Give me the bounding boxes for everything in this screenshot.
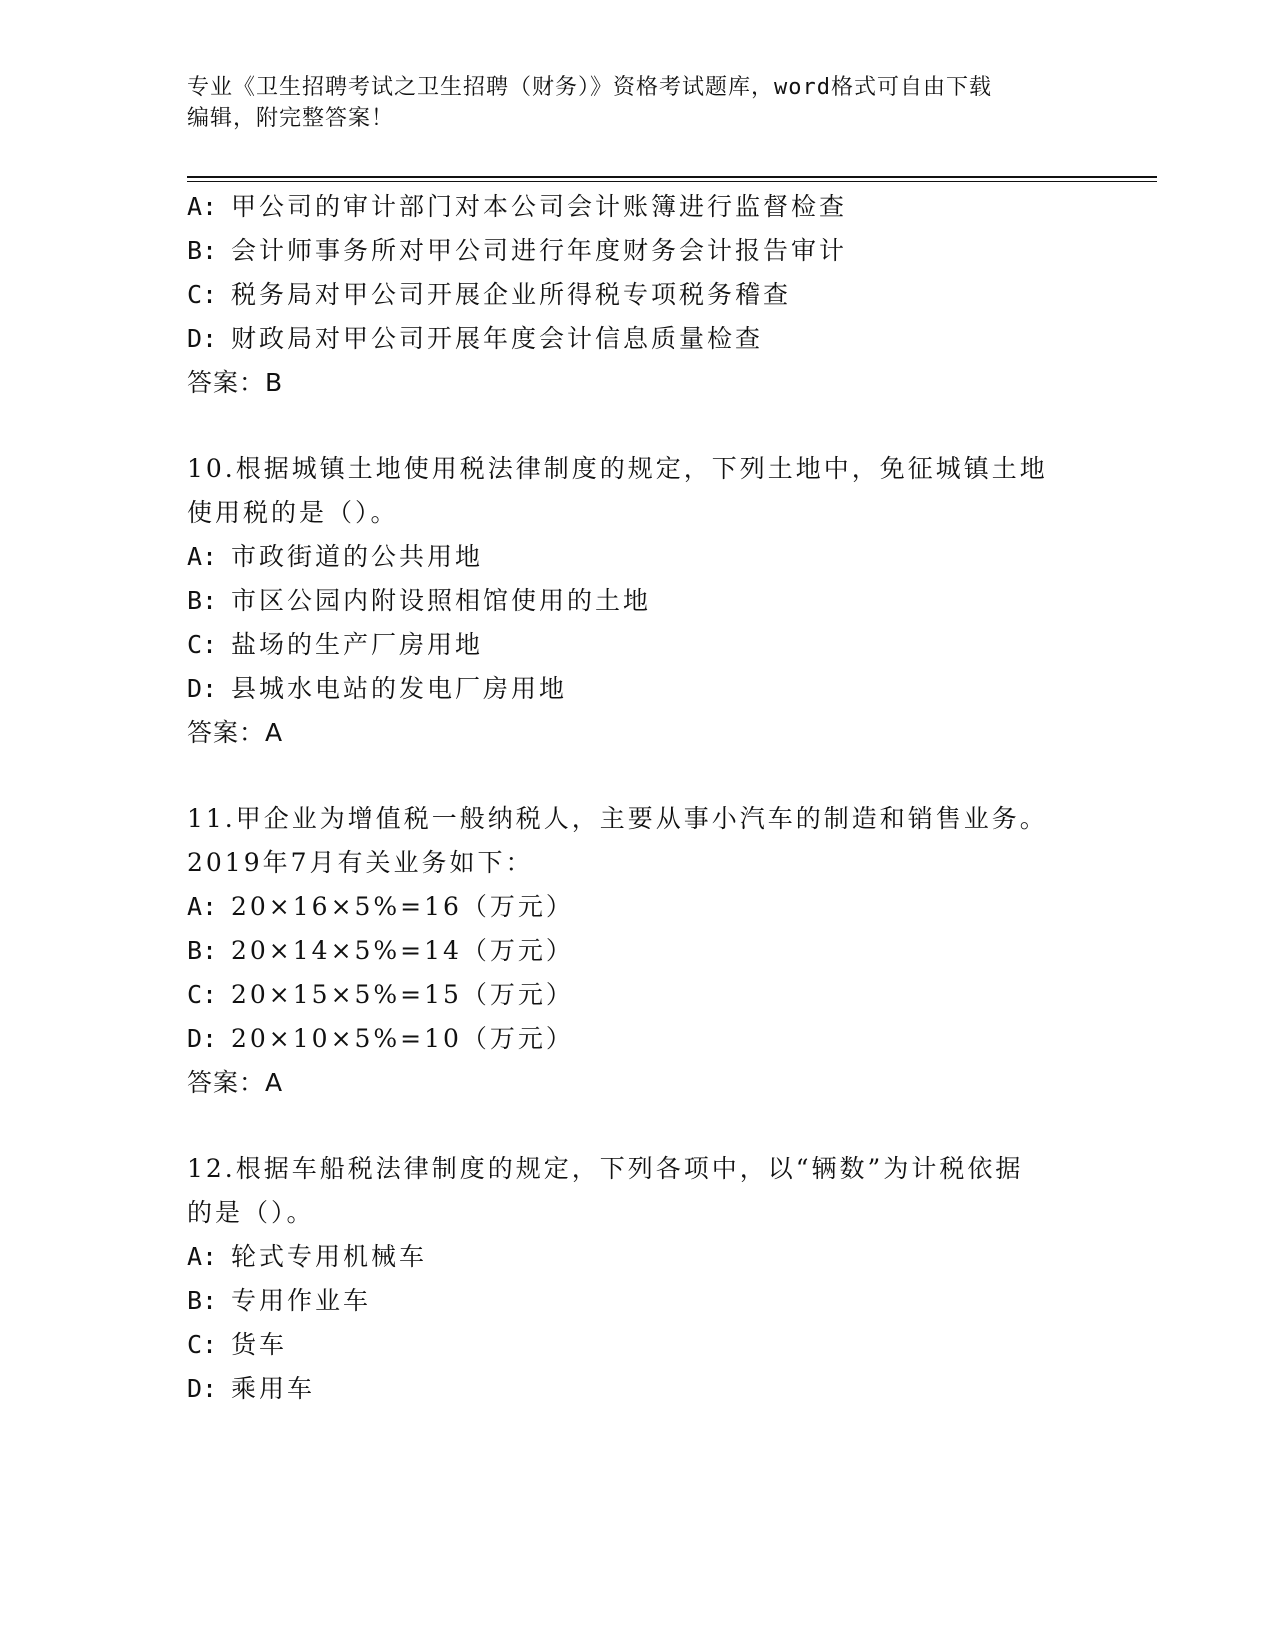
option-text: 财政局对甲公司开展年度会计信息质量检查 bbox=[231, 324, 764, 353]
option-text: 20×14×5%=14（万元） bbox=[231, 936, 574, 965]
q12-option-b bbox=[187, 1284, 371, 1318]
option-label: A: bbox=[187, 192, 218, 221]
option-label: C: bbox=[187, 1330, 218, 1359]
option-label: B: bbox=[187, 236, 218, 265]
q10-stem-line-1: 10.根据城镇土地使用税法律制度的规定，下列土地中，免征城镇土地 bbox=[187, 454, 1048, 483]
option-text: 盐场的生产厂房用地 bbox=[231, 630, 484, 659]
option-text: 甲公司的审计部门对本公司会计账簿进行监督检查 bbox=[231, 192, 848, 221]
option-label: D: bbox=[187, 1374, 218, 1403]
option-text: 轮式专用机械车 bbox=[231, 1242, 428, 1271]
q9-option-b bbox=[187, 234, 847, 268]
option-label: C: bbox=[187, 630, 218, 659]
option-text: 货车 bbox=[231, 1330, 288, 1359]
q12-option-a bbox=[187, 1240, 427, 1274]
q10-stem-line-2: 使用税的是（）。 bbox=[187, 498, 399, 527]
header-divider-thin bbox=[187, 181, 1157, 182]
option-label: A: bbox=[187, 542, 218, 571]
header-line-1: 专业《卫生招聘考试之卫生招聘（财务）》资格考试题库，word格式可自由下载 bbox=[187, 75, 992, 100]
q9-option-d bbox=[187, 322, 763, 356]
q11-stem-line-2: 2019年7月有关业务如下： bbox=[187, 848, 534, 877]
option-label: C: bbox=[187, 980, 218, 1009]
option-text: 县城水电站的发电厂房用地 bbox=[231, 674, 568, 703]
q10-option-c bbox=[187, 628, 483, 662]
option-label: D: bbox=[187, 674, 218, 703]
q11-option-d bbox=[187, 1022, 574, 1056]
option-text: 20×10×5%=10（万元） bbox=[231, 1024, 574, 1053]
option-text: 20×15×5%=15（万元） bbox=[231, 980, 574, 1009]
option-label: A: bbox=[187, 1242, 218, 1271]
option-label: D: bbox=[187, 324, 218, 353]
q11-option-a bbox=[187, 890, 574, 924]
option-label: B: bbox=[187, 586, 218, 615]
option-text: 乘用车 bbox=[231, 1374, 316, 1403]
q12-stem-line-1: 12.根据车船税法律制度的规定，下列各项中，以“辆数”为计税依据 bbox=[187, 1154, 1024, 1183]
q12-option-d bbox=[187, 1372, 315, 1406]
q10-option-a bbox=[187, 540, 483, 574]
header-divider-thick bbox=[187, 176, 1157, 178]
q11-answer: 答案：A bbox=[187, 1068, 284, 1097]
option-label: A: bbox=[187, 892, 218, 921]
q9-option-c bbox=[187, 278, 791, 312]
option-text: 专用作业车 bbox=[231, 1286, 372, 1315]
option-text: 市政街道的公共用地 bbox=[231, 542, 484, 571]
option-label: D: bbox=[187, 1024, 218, 1053]
option-label: B: bbox=[187, 936, 218, 965]
q12-stem-line-2: 的是（）。 bbox=[187, 1198, 315, 1227]
q11-stem-line-1: 11.甲企业为增值税一般纳税人，主要从事小汽车的制造和销售业务。 bbox=[187, 804, 1048, 833]
q9-answer: 答案：B bbox=[187, 368, 284, 397]
document-header bbox=[187, 72, 1087, 134]
q11-option-c bbox=[187, 978, 574, 1012]
option-text: 税务局对甲公司开展企业所得税专项税务稽查 bbox=[231, 280, 792, 309]
option-text: 20×16×5%=16（万元） bbox=[231, 892, 574, 921]
option-text: 会计师事务所对甲公司进行年度财务会计报告审计 bbox=[231, 236, 848, 265]
q10-option-d bbox=[187, 672, 567, 706]
option-text: 市区公园内附设照相馆使用的土地 bbox=[231, 586, 652, 615]
option-label: B: bbox=[187, 1286, 218, 1315]
q9-option-a bbox=[187, 190, 847, 224]
q11-option-b bbox=[187, 934, 574, 968]
q12-option-c bbox=[187, 1328, 287, 1362]
q10-answer: 答案：A bbox=[187, 718, 284, 747]
header-line-2: 编辑，附完整答案！ bbox=[187, 106, 395, 131]
option-label: C: bbox=[187, 280, 218, 309]
q10-option-b bbox=[187, 584, 651, 618]
